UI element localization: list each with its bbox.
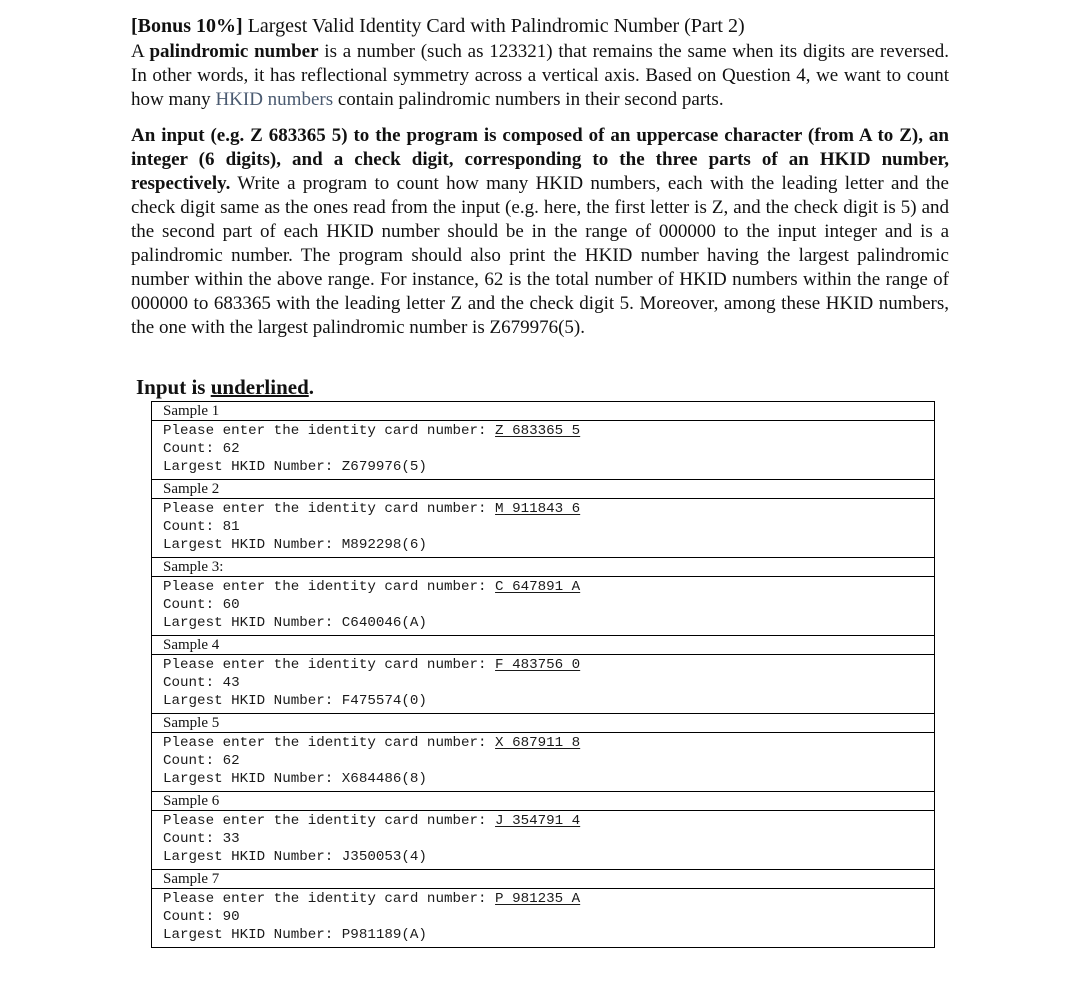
intro-paragraph [131,40,949,112]
prompt-text: Please enter the identity card number: [163,735,496,751]
problem-statement [131,14,949,340]
prompt-line [163,578,934,596]
largest-line: Largest HKID Number: P981189(A) [163,927,427,943]
user-input: P 981235 A [495,891,581,907]
intro-text-b: is a number (such as 123321) that remains the same when its digits are reversed. In other words, it has reflectional symmetry across a vertical axis. Based on Question 4, we want to count how many [131,41,950,110]
largest-line: Largest HKID Number: C640046(A) [163,615,427,631]
user-input: X 687911 8 [495,735,581,751]
intro-text-c: contain palindromic numbers in their second parts. [333,89,724,110]
prompt-line [163,422,934,440]
largest-line: Largest HKID Number: M892298(6) [163,537,427,553]
sample-title: Sample 7 [152,870,934,889]
samples-table [151,401,935,948]
prompt-text: Please enter the identity card number: [163,423,496,439]
input-note-prefix: Input is [136,375,211,399]
sample-output [152,655,934,714]
spec-paragraph [131,124,949,340]
prompt-text: Please enter the identity card number: [163,657,496,673]
prompt-text: Please enter the identity card number: [163,501,496,517]
prompt-text: Please enter the identity card number: [163,891,496,907]
count-line: Count: 90 [163,909,240,925]
user-input: F 483756 0 [495,657,581,673]
intro-highlight: HKID numbers [215,89,334,110]
user-input: J 354791 4 [495,813,581,829]
sample-title: Sample 4 [152,636,934,655]
sample-title: Sample 6 [152,792,934,811]
question-heading [131,14,949,38]
user-input: C 647891 A [495,579,581,595]
count-line: Count: 60 [163,597,240,613]
largest-line: Largest HKID Number: J350053(4) [163,849,427,865]
prompt-text: Please enter the identity card number: [163,579,496,595]
input-note-suffix: . [308,375,314,399]
intro-term: palindromic number [149,41,319,62]
sample-output [152,499,934,558]
sample-output [152,421,934,480]
count-line: Count: 43 [163,675,240,691]
input-note [136,374,314,400]
count-line: Count: 62 [163,753,240,769]
count-line: Count: 33 [163,831,240,847]
user-input: Z 683365 5 [495,423,581,439]
sample-title: Sample 5 [152,714,934,733]
largest-line: Largest HKID Number: Z679976(5) [163,459,427,475]
prompt-line [163,656,934,674]
spec-text: Write a program to count how many HKID numbers, each with the leading letter and the check digit same as the ones read from the input (e.g. here, the first letter is Z, and the check digit is 5) and the second part of each HKID number should be in the range of 000000 to the input integer and is a palindromic number. The program should also print the HKID number having the largest palindromic number within the above range. For instance, 62 is the total number of HKID numbers within the range of 000000 to 683365 with the leading letter Z and the check digit 5. Moreover, among these HKID numbers, the one with the largest palindromic number is Z679976(5). [131,173,949,338]
sample-output [152,811,934,870]
prompt-line [163,890,934,908]
prompt-text: Please enter the identity card number: [163,813,496,829]
sample-output [152,733,934,792]
sample-title: Sample 3: [152,558,934,577]
intro-text-a: A [131,41,150,62]
input-note-underlined: underlined [210,375,309,399]
count-line: Count: 62 [163,441,240,457]
spec-bold-text: An input (e.g. Z 683365 5) to the program is composed of an uppercase character (from A to Z), an integer (6 digits), and a check digit, corresponding to the three parts of an HKID number, respectively. [131,125,949,194]
sample-title: Sample 2 [152,480,934,499]
prompt-line [163,734,934,752]
bonus-label: [Bonus 10%] [131,15,243,37]
prompt-line [163,500,934,518]
largest-line: Largest HKID Number: X684486(8) [163,771,427,787]
sample-output [152,577,934,636]
sample-output [152,889,934,948]
user-input: M 911843 6 [495,501,581,517]
question-title: Largest Valid Identity Card with Palindromic Number (Part 2) [242,15,745,37]
sample-title: Sample 1 [152,402,934,421]
count-line: Count: 81 [163,519,240,535]
largest-line: Largest HKID Number: F475574(0) [163,693,427,709]
prompt-line [163,812,934,830]
